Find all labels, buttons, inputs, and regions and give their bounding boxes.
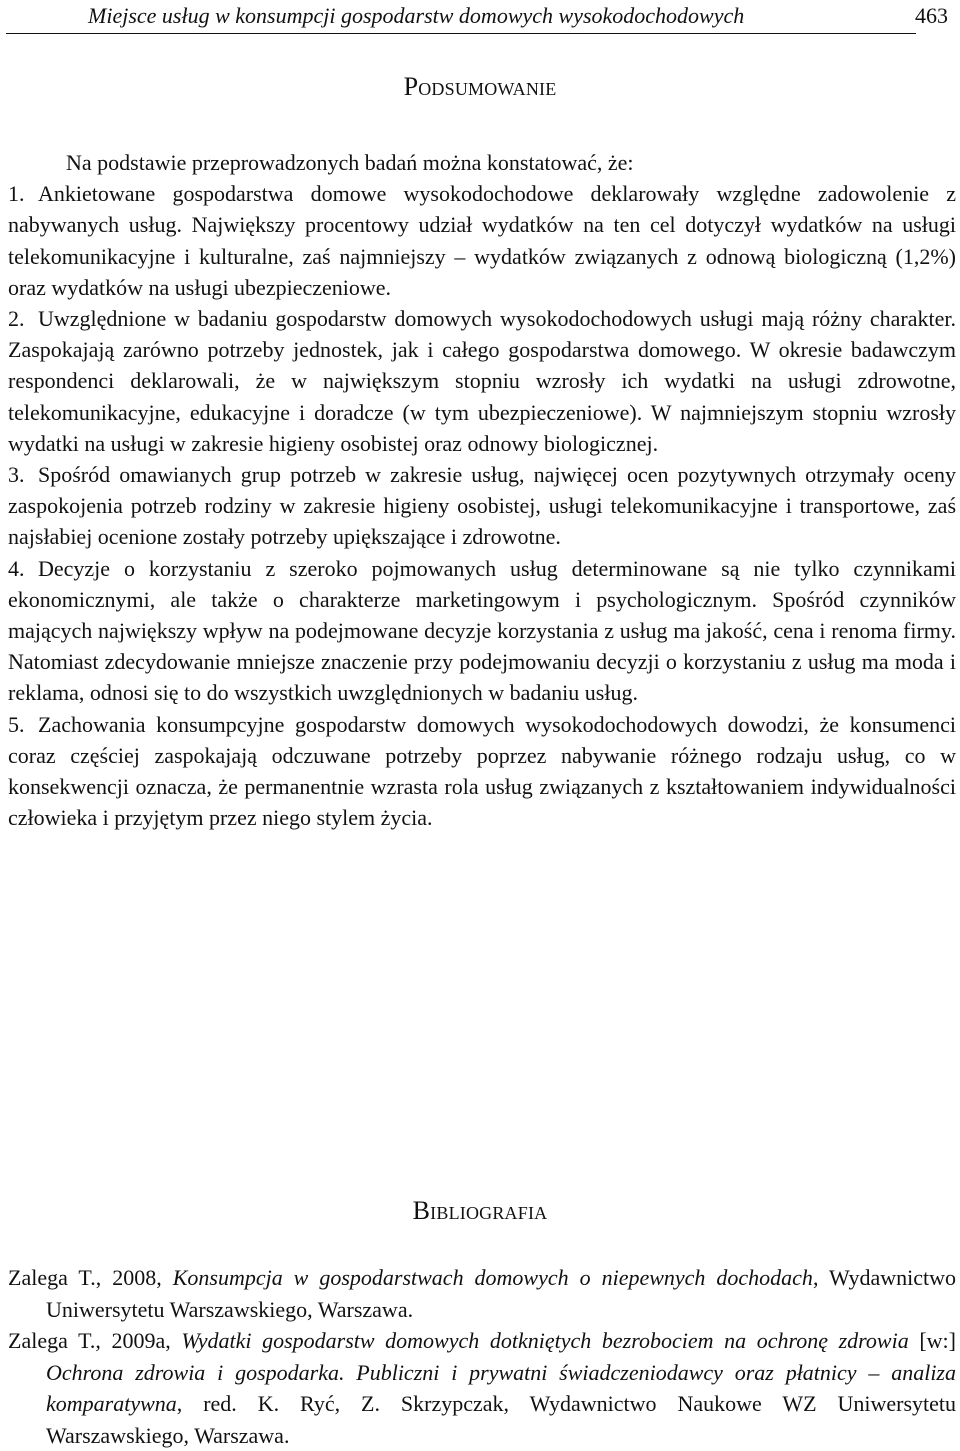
running-header: [0, 0, 960, 36]
conclusion-text: Spośród omawianych grup potrzeb w zakresie usług, najwięcej ocen pozytywnych otrzymały oceny zaspokojenia potrzeb rodziny w zakresie higieny osobistej, usługi telekomunikacyjne i transportowe, zaś najsłabiej ocenione zostały potrzeby upiększające i zdrowotne.: [8, 462, 956, 550]
conclusion-text: Zachowania konsumpcyjne gospodarstw domowych wysokodochodowych dowodzi, że konsumenci coraz częściej zaspokajają odczuwane potrzeby poprzez nabywanie różnego rodzaju usług, co w konsekwencji oznacza, że permanentnie wzrasta rola usług związanych z kształtowaniem indywidualności człowieka i przyjętym przez niego stylem życia.: [8, 711, 956, 831]
ref-year: 2009a: [111, 1328, 166, 1353]
ref-year: 2008: [112, 1265, 157, 1290]
ref-in-marker: [w:]: [919, 1328, 956, 1353]
conclusion-item-5: [8, 709, 956, 834]
conclusion-item-3: [8, 459, 956, 553]
conclusion-text: Uwzględnione w badaniu gospodarstw domowych wysokodochodowych usługi mają różny charakter. Zaspokajają zarówno potrzeby jednostek, jak i całego gospodarstwa domowego. W okresie badawczym respondenci deklarowali, że w największym stopniu wzrosły ich wydatki na usługi zdrowotne, telekomunikacyjne, edukacyjne i doradcze (w tym ubezpieczeniowe). W najmniejszym stopniu wzrosły wydatki na usługi w zakresie higieny osobistej oraz odnowy biologicznej.: [8, 306, 956, 456]
conclusion-text: Ankietowane gospodarstwa domowe wysokodochodowe deklarowały względne zadowolenie z nabywanych usług. Największy procentowy udział wydatków na ten cel dotyczył wydatków na usługi telekomunikacyjne i kulturalne, zaś najmniejszy – wydatków związanych z odnową biologiczną (1,2%) oraz wydatków na usługi ubezpieczeniowe.: [8, 181, 956, 300]
conclusion-text: Decyzje o korzystaniu z szeroko pojmowanych usług determinowane są nie tylko czynnikami ekonomicznymi, ale także o charakterze marketingowym i psychologicznym. Spośród czynników mających największy wpływ na podejmowane decyzje korzystania z usług ma jakość, cena i renoma firmy. Natomiast zdecydowanie mniejsze znaczenie przy podejmowaniu decyzji o korzystaniu z usług ma moda i reklama, odnosi się to do wszystkich uwzględnionych w badaniu usług.: [8, 555, 956, 706]
conclusion-number: 2.: [8, 306, 25, 332]
conclusion-number: 4.: [8, 555, 25, 581]
ref-author: Zalega T.: [8, 1265, 96, 1290]
conclusion-number: 5.: [8, 711, 25, 737]
conclusion-number: 3.: [8, 462, 25, 488]
bibliography-heading: Bibliografia: [412, 1196, 548, 1225]
summary-heading: Podsumowanie: [403, 72, 557, 101]
conclusion-item-4: [8, 553, 956, 709]
ref-title: Konsumpcja w gospodarstwach domowych o niepewnych dochodach: [172, 1265, 813, 1290]
summary-section: [8, 147, 956, 833]
header-rule: [6, 33, 916, 34]
ref-container-title: Ochrona zdrowia i gospodarka. Publiczni i prywatni świadczeniodawcy oraz płatnicy – analiza komparatywna: [46, 1359, 956, 1416]
conclusion-item-2: [8, 303, 956, 459]
conclusion-number: 1.: [8, 181, 25, 207]
bibliography-entry: Zalega T., 2009a, Wydatki gospodarstw domowych dotkniętych bezrobociem na ochronę zdrowia [w:] Ochrona zdrowia i gospodarka. Publiczni i prywatni świadczeniodawcy oraz płatnicy – analiza komparatywna, red. K. Ryć, Z. Skrzypczak, Wydawnictwo Naukowe WZ Uniwersytetu Warszawskiego, Warszawa.: [8, 1328, 956, 1448]
ref-title: Wydatki gospodarstw domowych dotkniętych bezrobociem na ochronę zdrowia: [181, 1328, 909, 1353]
running-title: Miejsce usług w konsumpcji gospodarstw domowych wysokodochodowych: [88, 3, 745, 28]
ref-publisher: red. K. Ryć, Z. Skrzypczak, Wydawnictwo Naukowe WZ Uniwersytetu Warszawskiego, Warszawa.: [46, 1391, 956, 1448]
page-number: 463: [915, 3, 948, 28]
bibliography-entry: Zalega T., 2008, Konsumpcja w gospodarstwach domowych o niepewnych dochodach, Wydawnictwo Uniwersytetu Warszawskiego, Warszawa.: [8, 1265, 957, 1322]
ref-publisher: Wydawnictwo Uniwersytetu Warszawskiego, Warszawa.: [46, 1265, 957, 1322]
conclusion-item-1: [8, 178, 956, 303]
ref-author: Zalega T.: [8, 1328, 96, 1353]
bibliography-list: [8, 1262, 956, 1451]
summary-intro: Na podstawie przeprowadzonych badań można konstatować, że:: [66, 150, 634, 175]
